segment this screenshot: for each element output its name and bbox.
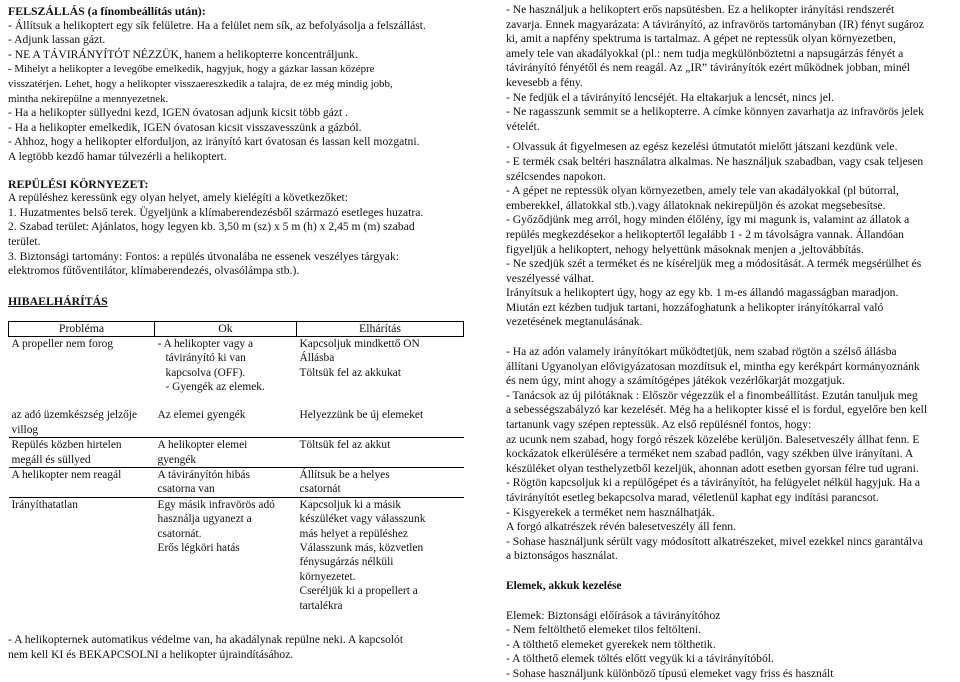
elements-line: - A tölthető elemek töltés előtt vegyük ki a távirányítóból. bbox=[506, 652, 774, 666]
landing-line: - Ahhoz, hogy a helikopter elforduljon, az irányító kart óvatosan és lassan kell mozgatni. bbox=[8, 135, 420, 149]
elements-line: Elemek: Biztonsági előírások a távirányítóhoz bbox=[506, 608, 721, 622]
right-line: - Ne fedjük el a távirányító lencséjét. Ha eltakarjuk a lencsét, nincs jel. bbox=[506, 90, 835, 104]
elements-title: Elemek, akkuk kezelése bbox=[506, 579, 622, 592]
cause-text: kapcsolva (OFF). bbox=[165, 366, 246, 379]
landing-line: - Állítsuk a helikoptert egy sík felületre. Ha a felület nem sík, az befolyásolja a felszállást. bbox=[8, 18, 426, 32]
right-line: és nem úgy, mint ahogy a számítógépes játékok vezérlőkarját mozgatjuk. bbox=[506, 374, 845, 388]
landing-line: mintha nekirepülne a mennyezetnek. bbox=[8, 92, 169, 105]
right-line: - Ne szedjük szét a terméket és ne kíséreljük meg a módosítását. A termék megsérülhet és bbox=[506, 257, 922, 271]
right-line: készüléket olyan testhelyzetből kezeljük, ahonnan adott esetben gyorsan félre tud ugrani. bbox=[506, 461, 919, 475]
cause-text: Egy másik infravörös adó bbox=[157, 498, 275, 511]
right-line: - Sohase használjunk sérült vagy módosított alkatrészeket, mivel ezekkel nincs garantálva bbox=[506, 534, 923, 548]
elements-line: - A tölthető elemeket gyerekek nem tölthetik. bbox=[506, 637, 716, 651]
troubleshooting-table bbox=[8, 321, 464, 613]
right-line: amely tele van akadályokkal (pl.: nem tudja megkülönböztetni a napsugárzás fényét a bbox=[506, 46, 904, 60]
cause-text: Az elemei gyengék bbox=[157, 409, 246, 422]
cause-text: csatorna van bbox=[157, 483, 215, 496]
right-line: - Ha az adón valamely irányítókart működtetjük, nem szabad rögtön a szélső állásba bbox=[506, 345, 897, 359]
right-line: kockázatok elkerülésére a terméket nem szabad padlón, vagy székben ülve irányítani. A bbox=[506, 447, 914, 461]
right-line: vételét. bbox=[506, 119, 540, 133]
cause-text: távirányító ki van bbox=[165, 352, 246, 365]
cause-text: használja ugyanezt a bbox=[157, 513, 252, 526]
fix-text: környezetet. bbox=[299, 570, 356, 583]
fix-text: más helyet a repüléshez bbox=[299, 527, 408, 540]
right-line: repülés megkezdésekor a helikoptertől legalább 1 - 2 m távolságra vannak. Állandóan bbox=[506, 227, 904, 241]
table-row bbox=[9, 497, 464, 613]
landing-line: - Adjunk lassan gázt. bbox=[8, 33, 106, 47]
fix-text: Cseréljük ki a propellert a bbox=[299, 585, 418, 598]
landing-line: A legtöbb kezdő hamar túlvezérli a helikoptert. bbox=[8, 149, 227, 163]
right-line: emberekkel, állatokkal stb.).vagy állatoknak nekirepüljön és azokat megsebesítse. bbox=[506, 198, 886, 212]
table-row bbox=[9, 467, 464, 497]
fix-text: Helyezzünk be új elemeket bbox=[299, 409, 424, 422]
right-line: Miután ezt kézben tudjuk tartani, hozzáfoghatunk a helikopter irányítókarral való bbox=[506, 300, 884, 314]
table-header: Probléma bbox=[9, 322, 155, 337]
left-column bbox=[8, 0, 470, 613]
right-line: Irányítsuk a helikoptert úgy, hogy az egy kb. 1 m-es állandó magasságban maradjon. bbox=[506, 286, 899, 300]
env-line: 3. Biztonsági tartomány: Fontos: a repülés útvonalába ne essenek veszélyes tárgyak: bbox=[8, 249, 399, 263]
landing-line: - Ha a helikopter emelkedik, IGEN óvatosan kicsit visszavesszünk a gázból. bbox=[8, 120, 362, 134]
right-line: - Tanácsok az új pilótáknak : Először végezzük el a finombeállítást. Ezután tanuljuk meg bbox=[506, 388, 918, 402]
problem-text: A propeller nem forog bbox=[11, 337, 114, 350]
right-line: - Rögtön kapcsoljuk ki a repülőgépet és a távirányítót, ha felügyelet nélkül hagyjuk. Ha a bbox=[506, 476, 921, 490]
problem-text: megáll és süllyed bbox=[11, 453, 91, 466]
fix-text: csatornát bbox=[299, 483, 341, 496]
cause-text: - A helikopter vagy a bbox=[157, 337, 254, 350]
landing-line: - NE A TÁVIRÁNYÍTÓT NÉZZÜK, hanem a helikopterre koncentráljunk. bbox=[8, 47, 358, 61]
right-line: - Győződjünk meg arról, hogy minden élőlény, így mi magunk is, valamint az állatok a bbox=[506, 213, 910, 227]
fix-text: Töltsük fel az akkukat bbox=[299, 366, 402, 379]
table-row bbox=[9, 408, 464, 437]
problem-text: az adó üzemkészség jelzője bbox=[11, 409, 138, 422]
right-column bbox=[506, 0, 956, 682]
env-title: REPÜLÉSI KÖRNYEZET: bbox=[8, 176, 149, 191]
table-header: Ok bbox=[155, 322, 297, 337]
env-line: 2. Szabad terület: Ajánlatos, hogy legyen kb. 3,50 m (sz) x 5 m (h) x 2,45 m (m) szabad bbox=[8, 220, 415, 234]
env-line: terület. bbox=[8, 234, 41, 248]
elements-line: - Sohase használjunk különböző típusú elemeket vagy friss és használt bbox=[506, 666, 834, 680]
right-line: a sebességszabályzó kar kezelését. Még ha a helikopter kissé el is fordul, egyelőre ben kell bbox=[506, 403, 928, 417]
cause-text: A helikopter elemei bbox=[157, 439, 248, 452]
footer-line: nem kell KI és BEKAPCSOLNI a helikopter újraindításához. bbox=[8, 647, 294, 661]
fix-text: Állítsuk be a helyes bbox=[299, 468, 390, 481]
problem-text: A helikopter nem reagál bbox=[11, 468, 122, 481]
cause-text: gyengék bbox=[157, 453, 197, 466]
fix-text: készüléket vagy válasszunk bbox=[299, 513, 426, 526]
cause-text: - Gyengék az elemek. bbox=[165, 381, 265, 393]
footer-line: - A helikopternek automatikus védelme van, ha akadálynak repülne neki. A kapcsolót bbox=[8, 633, 404, 646]
env-line: elektromos fűtőventilátor, klímaberendezés, olvasólámpa stb.). bbox=[8, 264, 300, 278]
right-line: távirányítót esetleg bekapcsolva marad, véletlenül kaphat egy indítási parancsot. bbox=[506, 491, 879, 504]
env-line: A repüléshez keressünk egy olyan helyet, amely kielégíti a következőket: bbox=[8, 191, 348, 205]
footer-note bbox=[8, 633, 468, 662]
fix-text: Töltsük fel az akkut bbox=[299, 439, 391, 452]
troubleshooting-title: HIBAELHÁRÍTÁS bbox=[8, 293, 108, 308]
right-line: - Kisgyerekek a terméket nem használhatják. bbox=[506, 505, 715, 519]
table-row bbox=[9, 438, 464, 468]
fix-text: tartalékra bbox=[299, 599, 343, 612]
right-line: A forgó alkatrészek révén balesetveszély áll fenn. bbox=[506, 520, 736, 534]
landing-line: visszatérjen. Lehet, hogy a helikopter visszaereszkedik a talajra, de ez még mindig jobb, bbox=[8, 77, 393, 90]
right-line: - A gépet ne reptessük olyan környezetben, amely tele van akadályokkal (pl bútorral, bbox=[506, 184, 899, 198]
cause-text: A távirányítón hibás bbox=[157, 468, 250, 481]
right-line: figyeljük a helikoptert, nehogy helyettünk másoknak menjen a ,jeltovábbítás. bbox=[506, 242, 864, 256]
right-line: az ucunk nem szabad, hogy forgó részek közelébe kerüljön. Balesetveszély állhat fenn. E bbox=[506, 432, 920, 446]
cause-text: Erős légköri hatás bbox=[157, 541, 240, 554]
right-line: állítani Ugyanolyan elővigyázatosan mozdítsuk el, mintha egy kerékpárt kormányoznánk bbox=[506, 359, 920, 373]
right-line: - E termék csak beltéri használatra alkalmas. Ne használjuk szabadban, vagy csak teljesen bbox=[506, 154, 924, 168]
right-line: ki, amit a napfény spektruma is tartalmaz. A gépet ne reptessük olyan környezetben, bbox=[506, 32, 896, 46]
right-line: vezetésének megtanulásának. bbox=[506, 315, 643, 329]
problem-text: villog bbox=[11, 423, 39, 436]
elements-line: - Nem feltölthető elemeket tilos feltölteni. bbox=[506, 623, 702, 637]
env-line: 1. Huzatmentes belső terek. Ügyeljünk a klímaberendezésből származó esetleges huzatra. bbox=[8, 205, 424, 219]
landing-line: - Ha a helikopter süllyedni kezd, IGEN óvatosan adjunk kicsit több gázt . bbox=[8, 106, 348, 120]
landing-title: FELSZÁLLÁS (a fínombeállítás után): bbox=[8, 4, 206, 18]
right-line: - Ne ragasszunk semmit se a helikopterre. A címke könnyen zavarhatja az infravörös jelek bbox=[506, 105, 924, 119]
landing-line: - Mihelyt a helikopter a levegőbe emelkedik, hagyjuk, hogy a gázkar lassan középre bbox=[8, 63, 375, 76]
problem-text: Repülés közben hirtelen bbox=[11, 439, 122, 452]
right-line: - Olvassuk át figyelmesen az egész kezelési útmutatót mielőtt játszani kezdünk vele. bbox=[506, 140, 898, 154]
table-header: Elhárítás bbox=[297, 322, 464, 337]
right-line: távirányító fényétől és nem reagál. Az „IR” távirányítók ezért működnek jobban, minél bbox=[506, 61, 911, 75]
fix-text: fénysugárzás nélküli bbox=[299, 556, 394, 569]
fix-text: Állásba bbox=[299, 352, 335, 365]
problem-text: Irányíthatatlan bbox=[11, 498, 78, 511]
right-line: veszélyessé válhat. bbox=[506, 271, 595, 285]
right-line: tartanunk vagy szépen reptessük. Az első repülésnél fontos, hogy: bbox=[506, 418, 812, 432]
fix-text: Kapcsoljuk ki a másik bbox=[299, 498, 402, 511]
right-line: kevesebb a fény. bbox=[506, 75, 583, 89]
right-line: szélcsendes napokon. bbox=[506, 169, 606, 183]
table-row bbox=[9, 336, 464, 408]
right-line: a biztonságos használat. bbox=[506, 549, 618, 563]
right-line: - Ne használjuk a helikoptert erős napsütésben. Ez a helikopter irányítási rendszerét bbox=[506, 3, 895, 16]
cause-text: csatornát. bbox=[157, 527, 202, 540]
right-line: zavarja. Ennek magyarázata: A távirányító, az infravörös tartományban (IR) fényt sugároz bbox=[506, 17, 924, 31]
fix-text: Válasszunk más, közvetlen bbox=[299, 541, 424, 554]
fix-text: Kapcsoljuk mindkettő ON bbox=[299, 337, 420, 350]
